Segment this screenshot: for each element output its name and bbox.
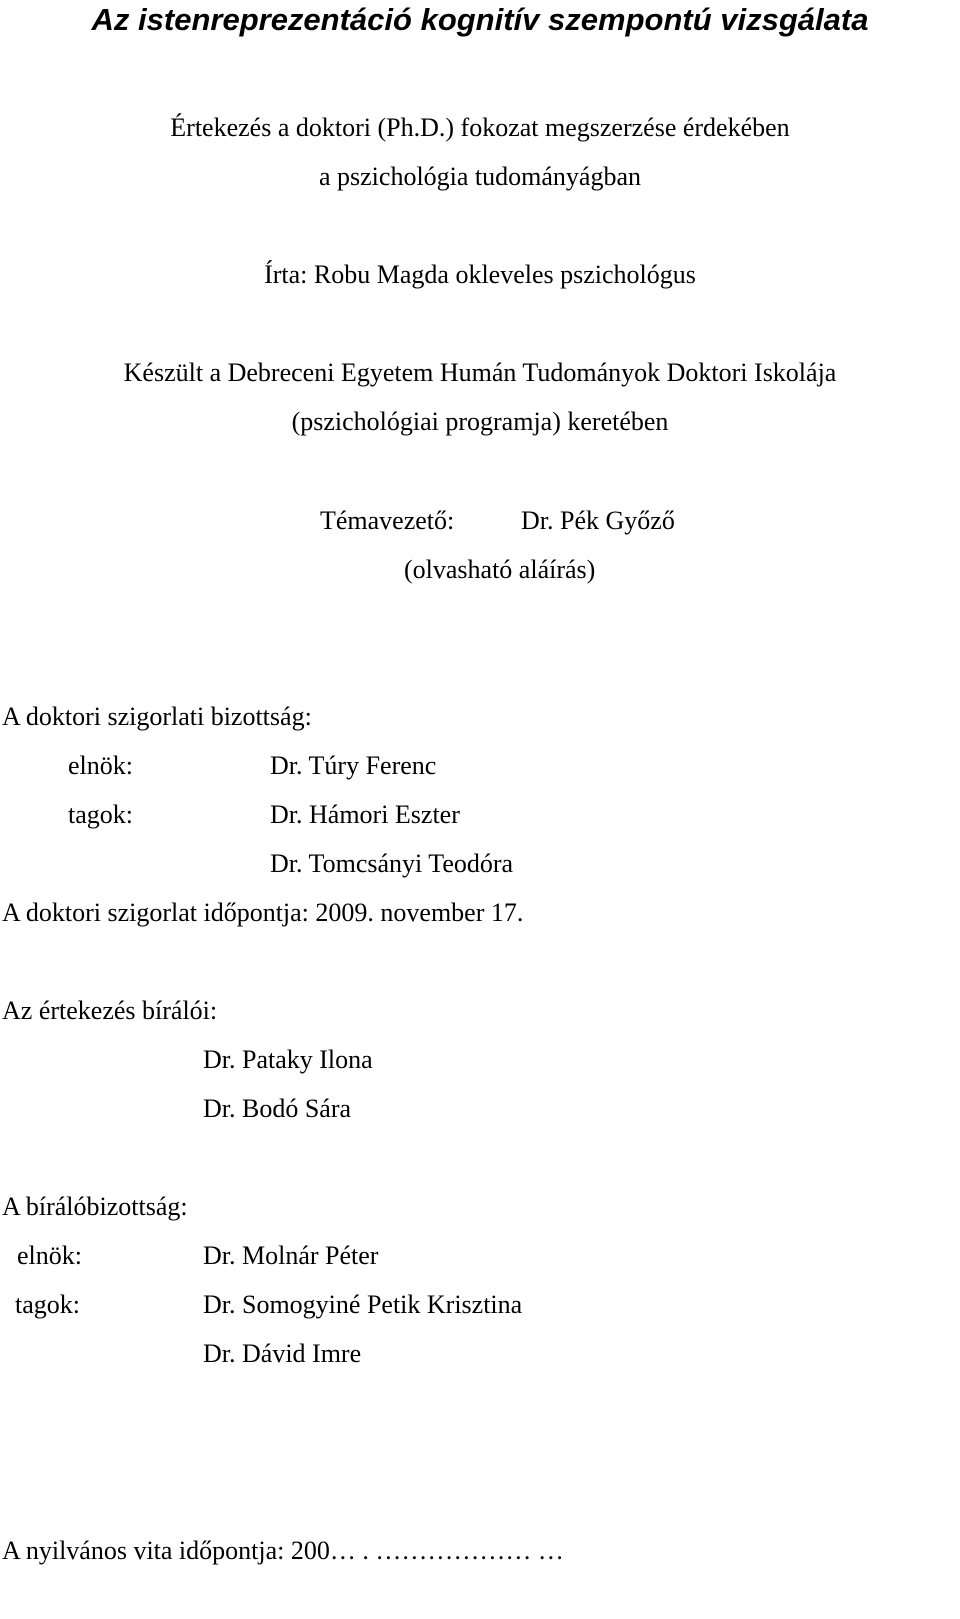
signature-note: (olvasható aláírás) [404, 555, 596, 584]
reviewers-heading: Az értekezés bírálói: [2, 996, 218, 1025]
exam-member-2: Dr. Tomcsányi Teodóra [270, 849, 514, 878]
intro-line-1: Értekezés a doktori (Ph.D.) fokozat megszerzése érdekében [170, 113, 790, 142]
exam-members-label: tagok: [68, 800, 133, 829]
review-chair-name: Dr. Molnár Péter [203, 1241, 379, 1270]
review-committee-heading: A bírálóbizottság: [2, 1192, 188, 1221]
exam-committee-heading: A doktori szigorlati bizottság: [2, 702, 312, 731]
exam-member-1: Dr. Hámori Eszter [270, 800, 460, 829]
reviewer-1: Dr. Pataky Ilona [203, 1045, 373, 1074]
intro-line-2: a pszichológia tudományágban [318, 162, 642, 191]
exam-chair-label: elnök: [68, 751, 133, 780]
supervisor-name: Dr. Pék Győző [521, 506, 675, 535]
dissertation-title: Az istenreprezentáció kognitív szempontú vizsgálata [91, 2, 869, 37]
review-member-2: Dr. Dávid Imre [203, 1339, 362, 1368]
review-members-label: tagok: [15, 1290, 80, 1319]
reviewer-2: Dr. Bodó Sára [203, 1094, 352, 1123]
supervisor-label: Témavezető: [320, 506, 455, 535]
review-chair-label: elnök: [17, 1241, 82, 1270]
public-defense-date: A nyilvános vita időpontja: 200… . ……………… … [2, 1536, 564, 1565]
institution-line-1: Készült a Debreceni Egyetem Humán Tudományok Doktori Iskolája [123, 358, 837, 387]
exam-chair-name: Dr. Túry Ferenc [270, 751, 437, 780]
institution-line-2: (pszichológiai programja) keretében [291, 407, 669, 436]
exam-date: A doktori szigorlat időpontja: 2009. november 17. [2, 898, 524, 927]
author-line: Írta: Robu Magda okleveles pszichológus [264, 260, 696, 289]
review-member-1: Dr. Somogyiné Petik Krisztina [203, 1290, 523, 1319]
